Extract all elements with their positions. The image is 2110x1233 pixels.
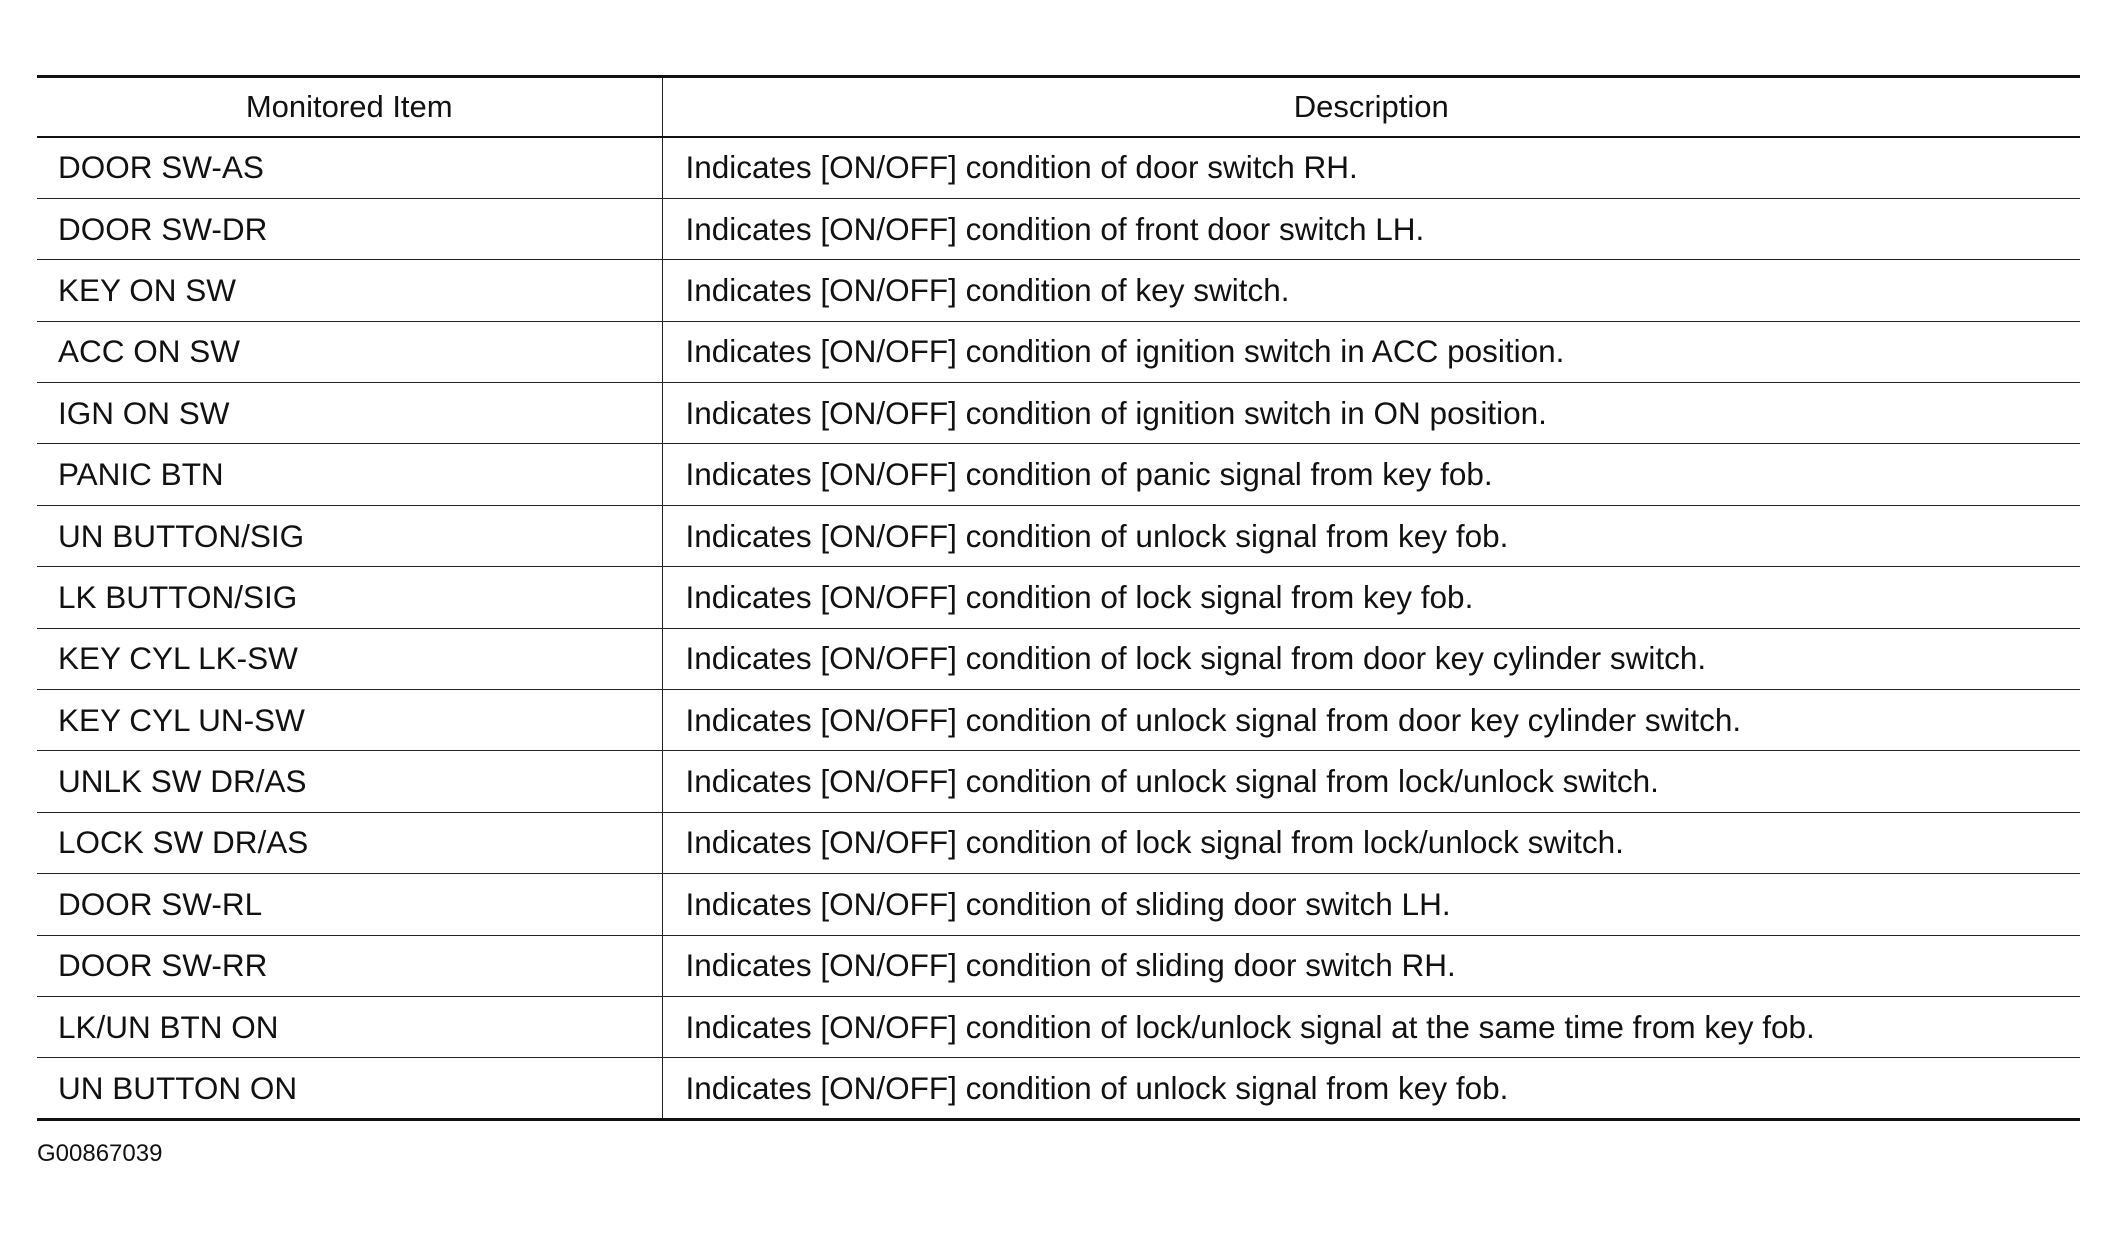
description-cell: Indicates [ON/OFF] condition of sliding door switch RH. bbox=[685, 947, 1456, 984]
header-description: Description bbox=[1293, 89, 1449, 124]
description-cell: Indicates [ON/OFF] condition of key switch. bbox=[685, 271, 1290, 308]
description-cell: Indicates [ON/OFF] condition of unlock signal from door key cylinder switch. bbox=[685, 701, 1742, 738]
table-row bbox=[37, 260, 2080, 321]
monitored-item-cell: PANIC BTN bbox=[37, 444, 662, 505]
monitored-item-cell: KEY ON SW bbox=[37, 260, 662, 321]
monitored-item-cell: DOOR SW-RR bbox=[37, 935, 662, 996]
table-row bbox=[37, 751, 2080, 812]
header-monitored-item: Monitored Item bbox=[37, 77, 662, 138]
description-cell: Indicates [ON/OFF] condition of unlock signal from key fob. bbox=[685, 517, 1509, 554]
monitored-item-cell: KEY CYL UN-SW bbox=[37, 690, 662, 751]
monitored-items-table bbox=[37, 75, 2080, 1121]
table-header bbox=[37, 77, 2080, 138]
monitored-items-table-container bbox=[37, 75, 2080, 1121]
monitored-item-cell: UN BUTTON ON bbox=[37, 1058, 662, 1119]
description-cell: Indicates [ON/OFF] condition of lock signal from key fob. bbox=[685, 578, 1474, 615]
monitored-item-cell: DOOR SW-DR bbox=[37, 198, 662, 259]
description-cell: Indicates [ON/OFF] condition of ignition switch in ACC position. bbox=[685, 333, 1565, 370]
monitored-item-cell: LOCK SW DR/AS bbox=[37, 812, 662, 873]
description-cell: Indicates [ON/OFF] condition of unlock signal from key fob. bbox=[685, 1069, 1509, 1106]
monitored-item-cell: LK/UN BTN ON bbox=[37, 996, 662, 1057]
table-row bbox=[37, 812, 2080, 873]
table-row bbox=[37, 996, 2080, 1057]
description-cell: Indicates [ON/OFF] condition of unlock signal from lock/unlock switch. bbox=[685, 763, 1659, 800]
description-cell: Indicates [ON/OFF] condition of front door switch LH. bbox=[685, 210, 1425, 247]
monitored-item-cell: DOOR SW-AS bbox=[37, 137, 662, 198]
figure-id: G00867039 bbox=[37, 1140, 163, 1167]
monitored-item-cell: IGN ON SW bbox=[37, 383, 662, 444]
monitored-item-cell: ACC ON SW bbox=[37, 321, 662, 382]
table-header-row bbox=[37, 77, 2080, 138]
table-row bbox=[37, 198, 2080, 259]
table-row bbox=[37, 137, 2080, 198]
table-row bbox=[37, 321, 2080, 382]
monitored-item-cell: DOOR SW-RL bbox=[37, 874, 662, 935]
monitored-item-cell: UNLK SW DR/AS bbox=[37, 751, 662, 812]
description-cell: Indicates [ON/OFF] condition of lock signal from lock/unlock switch. bbox=[685, 824, 1624, 861]
monitored-item-cell: KEY CYL LK-SW bbox=[37, 628, 662, 689]
table-row bbox=[37, 1058, 2080, 1119]
table-row bbox=[37, 383, 2080, 444]
table-row bbox=[37, 505, 2080, 566]
description-cell: Indicates [ON/OFF] condition of panic signal from key fob. bbox=[685, 456, 1493, 493]
table-row bbox=[37, 628, 2080, 689]
description-cell: Indicates [ON/OFF] condition of door switch RH. bbox=[685, 149, 1358, 186]
table-row bbox=[37, 935, 2080, 996]
monitored-item-cell: LK BUTTON/SIG bbox=[37, 567, 662, 628]
table-row bbox=[37, 567, 2080, 628]
description-cell: Indicates [ON/OFF] condition of ignition switch in ON position. bbox=[685, 394, 1547, 431]
description-cell: Indicates [ON/OFF] condition of sliding door switch LH. bbox=[685, 885, 1451, 922]
table-row bbox=[37, 690, 2080, 751]
table-row bbox=[37, 444, 2080, 505]
monitored-item-cell: UN BUTTON/SIG bbox=[37, 505, 662, 566]
table-body bbox=[37, 137, 2080, 1119]
description-cell: Indicates [ON/OFF] condition of lock signal from door key cylinder switch. bbox=[685, 640, 1707, 677]
table-row bbox=[37, 874, 2080, 935]
description-cell: Indicates [ON/OFF] condition of lock/unlock signal at the same time from key fob. bbox=[685, 1008, 1815, 1045]
